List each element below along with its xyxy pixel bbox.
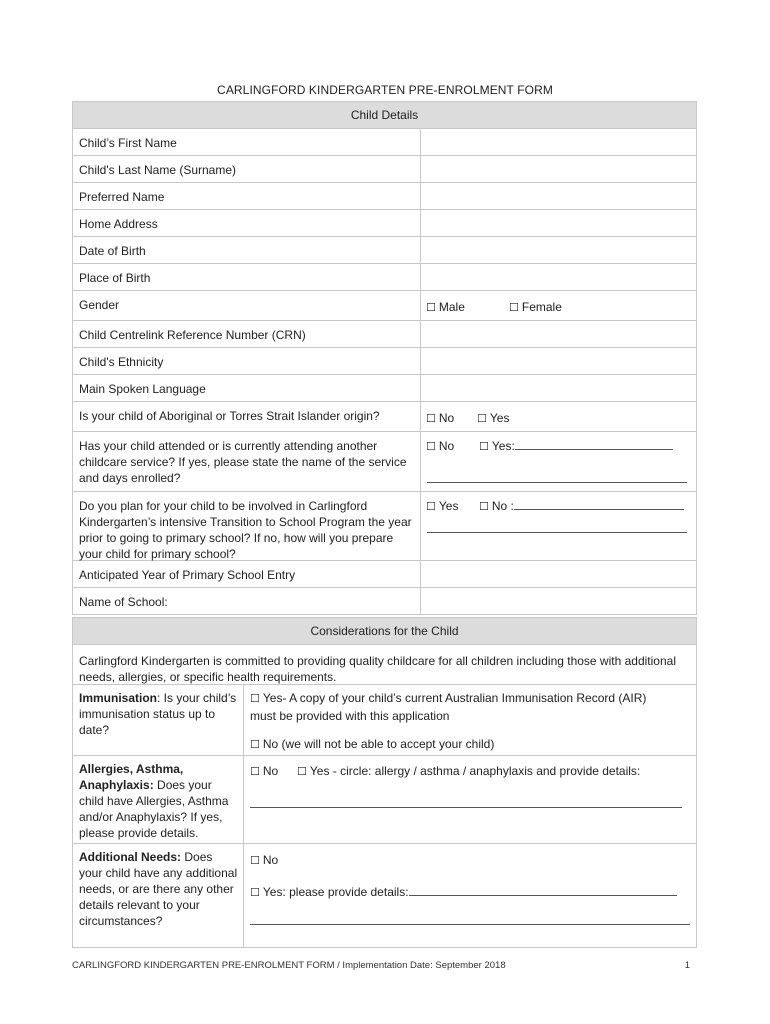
checkbox-icon[interactable]: ☐ (479, 500, 489, 513)
aboriginal-no-option[interactable]: ☐ No (426, 411, 455, 425)
field-row-transition (72, 492, 697, 561)
needs-yes-option[interactable]: ☐ Yes: please provide details: (250, 884, 677, 901)
immunisation-yes-option[interactable]: ☐ Yes- A copy of your child’s current Australian Immunisation Record (AIR) (250, 691, 647, 705)
aboriginal-label: Is your child of Aboriginal or Torres Strait Islander origin? (79, 409, 380, 423)
language-label: Main Spoken Language (79, 382, 206, 396)
additional-needs-row (72, 844, 697, 948)
gender-label: Gender (79, 298, 120, 312)
checkbox-icon[interactable]: ☐ (250, 886, 260, 899)
page-number: 1 (684, 960, 690, 971)
immunisation-yes-note: must be provided with this application (250, 709, 450, 723)
checkbox-icon[interactable]: ☐ (477, 412, 487, 425)
aboriginal-yes-option[interactable]: ☐ Yes (477, 411, 510, 425)
first-name-label: Child’s First Name (79, 136, 177, 150)
footer-text: CARLINGFORD KINDERGARTEN PRE-ENROLMENT FORM / Implementation Date: September 2018 (72, 960, 506, 971)
transition-no-option[interactable]: ☐ No : (479, 498, 684, 515)
allergies-yes-option[interactable]: ☐ Yes - circle: allergy / asthma / anaphylaxis and provide details: (297, 764, 641, 778)
transition-details-line[interactable] (427, 532, 687, 533)
needs-details-line[interactable] (250, 924, 690, 925)
page-footer (72, 960, 690, 971)
attended-label: Has your child attended or is currently attending another childcare service? If yes, please state the name of the service and days enrolled? (79, 439, 407, 485)
field-row-home-address (72, 210, 697, 237)
needs-no-option[interactable]: ☐ No (250, 853, 279, 867)
field-row-last-name (72, 156, 697, 183)
checkbox-icon[interactable]: ☐ (250, 738, 260, 751)
field-row-pob (72, 264, 697, 291)
section-heading-child-details: Child Details (72, 101, 697, 129)
checkbox-icon[interactable]: ☐ (297, 765, 307, 778)
field-row-language (72, 375, 697, 402)
gender-male-option[interactable]: ☐ Male (426, 300, 465, 314)
additional-needs-question: Additional Needs: Does your child have any additional needs, or are there any other details relevant to your circumstances? (79, 850, 238, 928)
school-year-label: Anticipated Year of Primary School Entry (79, 568, 296, 582)
checkbox-icon[interactable]: ☐ (250, 692, 260, 705)
checkbox-icon[interactable]: ☐ (426, 500, 436, 513)
section-heading-considerations: Considerations for the Child (72, 617, 697, 645)
field-row-gender (72, 291, 697, 321)
dob-label: Date of Birth (79, 244, 146, 258)
considerations-intro-row (72, 645, 697, 685)
field-row-preferred-name (72, 183, 697, 210)
allergies-details-line[interactable] (250, 807, 682, 808)
field-row-attended (72, 432, 697, 492)
form-title: CARLINGFORD KINDERGARTEN PRE-ENROLMENT FORM (217, 83, 553, 97)
field-row-dob (72, 237, 697, 264)
allergies-question: Allergies, Asthma, Anaphylaxis: Does your child have Allergies, Asthma and/or Anaphylaxis? If yes, please provide details. (79, 762, 229, 840)
pob-label: Place of Birth (79, 271, 151, 285)
checkbox-icon[interactable]: ☐ (426, 440, 436, 453)
transition-yes-option[interactable]: ☐ Yes (426, 499, 459, 513)
preferred-name-label: Preferred Name (79, 190, 165, 204)
field-row-aboriginal (72, 402, 697, 432)
checkbox-icon[interactable]: ☐ (250, 854, 260, 867)
allergies-row (72, 756, 697, 844)
field-row-school-year (72, 561, 697, 588)
checkbox-icon[interactable]: ☐ (479, 440, 489, 453)
field-row-ethnicity (72, 348, 697, 375)
transition-label: Do you plan for your child to be involved in Carlingford Kindergarten’s intensive Transition to School Program the year prior to going to primary school? If no, how will you prepare your child for primary school? (79, 499, 412, 561)
attended-no-option[interactable]: ☐ No (426, 439, 455, 453)
attended-details-line[interactable] (427, 482, 687, 483)
immunisation-no-option[interactable]: ☐ No (we will not be able to accept your child) (250, 737, 495, 751)
checkbox-icon[interactable]: ☐ (426, 301, 436, 314)
last-name-label: Child's Last Name (Surname) (79, 163, 237, 177)
gender-female-option[interactable]: ☐ Female (509, 300, 562, 314)
allergies-no-option[interactable]: ☐ No (250, 764, 279, 778)
checkbox-icon[interactable]: ☐ (250, 765, 260, 778)
crn-label: Child Centrelink Reference Number (CRN) (79, 328, 306, 342)
field-row-first-name (72, 129, 697, 156)
checkbox-icon[interactable]: ☐ (509, 301, 519, 314)
checkbox-icon[interactable]: ☐ (426, 412, 436, 425)
home-address-label: Home Address (79, 217, 158, 231)
considerations-intro: Carlingford Kindergarten is committed to providing quality childcare for all children including those with additional needs, allergies, or specific health requirements. (79, 654, 676, 684)
field-row-school-name (72, 588, 697, 615)
immunisation-question: Immunisation: Is your child’s immunisation status up to date? (79, 691, 237, 737)
school-name-label: Name of School: (79, 595, 168, 609)
attended-yes-option[interactable]: ☐ Yes: (479, 438, 673, 455)
field-row-crn (72, 321, 697, 348)
enrolment-form (72, 101, 697, 948)
ethnicity-label: Child's Ethnicity (79, 355, 164, 369)
immunisation-row (72, 685, 697, 756)
